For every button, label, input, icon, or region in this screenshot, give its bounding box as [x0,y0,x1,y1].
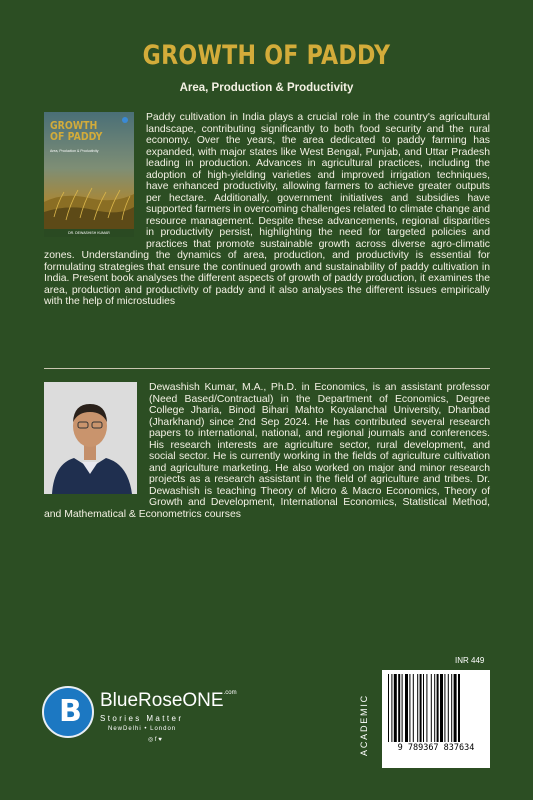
publisher-website: www.BlueRoseOne.com [398,764,476,770]
book-title: GROWTH OF PADDY [142,40,391,71]
author-bio-block [44,382,490,520]
social-icons: ◎ f ♥ [148,737,162,743]
synopsis-block [44,112,490,308]
book-subtitle: Area, Production & Productivity [179,82,354,94]
barcode-bars [388,674,484,742]
badge-icon [122,117,128,123]
cover-author: DR. DEWASHISH KUMAR [44,229,134,237]
price-label: INR 449 [455,656,485,665]
isbn-number: 9 789367 837634 [397,743,475,753]
publisher-name: BlueRoseONE$^{.com}$ [100,690,237,711]
synopsis-text: Paddy cultivation in India plays a crucial role in the country's agricultural landscape, contributing significantly to both food security and the rural economy. Over the years, the area dedicated to paddy farming has expanded, with major states like West Bengal, Punjab, and Uttar Pradesh leading in production. Advances in agricultural practices, including the adoption of high-yielding varieties and improved irrigation techniques, have enhanced productivity, allowing farmers to achieve greater outputs per hectare. Additionally, government initiatives and subsidies have supported farmers in overcoming challenges related to climate change and resource management. Despite these advancements, regional disparities in productivity persist, highlighting the need for targeted policies and practices that promote sustainable growth across diverse agro-climatic zones. Understanding the dynamics of area, production, and productivity is essential for formulating strategies that ensure the continued growth and sustainability of paddy cultivation in India. Present book analyses the different aspects of growth of paddy production, it examines the area, production and productivity of paddy and it also analyses the different issues empirically with the help of microstudies [44,112,490,307]
publisher-emblem-icon: B [42,686,94,738]
cover-thumbnail [44,112,134,241]
publisher-tagline: Stories Matter [100,714,184,723]
paddy-field-illustration [44,162,134,229]
publisher-cities: NewDelhi • London [108,726,177,732]
category-label: ACADEMIC [359,694,369,756]
isbn-barcode [382,670,490,768]
author-photo [44,382,137,496]
cover-title: GROWTH OF PADDY [50,119,103,143]
author-bio-text: Dewashish Kumar, M.A., Ph.D. in Economics, is an assistant professor (Need Based/Contractual) in the Department of Economics, Degree College Jharia, Binod Bihari Mahto Koyalanchal University, Dhanbad (Jharkhand) since 2nd Sep 2024. He has contributed several research papers to international, national, and regional journals and conferences. His research interests are agriculture sector, rural development, and social sector. He is currently working in the fields of agriculture cultivation and agriculture marketing. He also worked on major and minor research projects as a research assistant in the field of agriculture and tribes. Dr. Dewashish is teaching Theory of Micro & Macro Economics, Theory of Growth and Development, International Economics, Statistical Method, and Mathematical & Econometrics courses [44,382,490,520]
section-divider [44,368,490,369]
cover-subtitle: Area, Production & Productivity [50,149,99,153]
